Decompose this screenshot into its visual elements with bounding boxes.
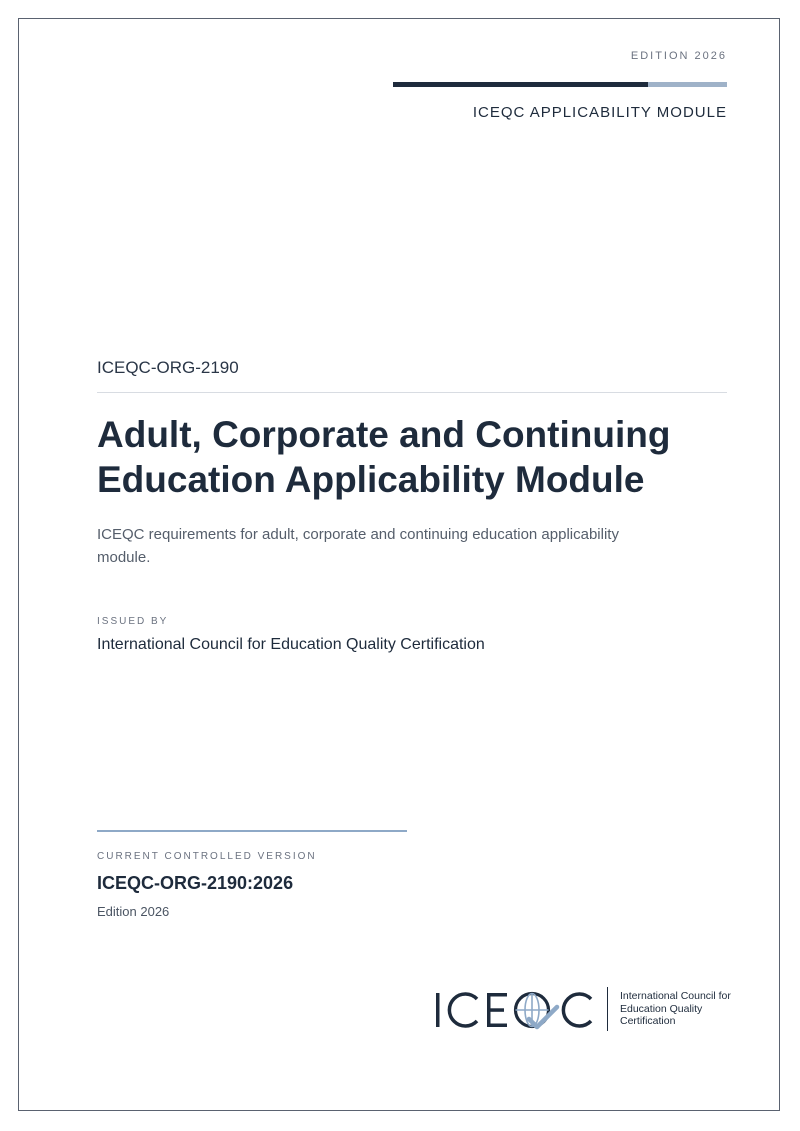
- version-edition: Edition 2026: [97, 904, 170, 919]
- module-label: ICEQC APPLICABILITY MODULE: [472, 104, 727, 121]
- document-id: ICEQC-ORG-2190: [97, 358, 239, 377]
- header-accent-bar: [393, 82, 727, 87]
- divider: [97, 392, 727, 393]
- version-code: ICEQC-ORG-2190:2026: [97, 873, 294, 893]
- iceqc-logo: [433, 985, 735, 1033]
- edition-header: EDITION 2026: [630, 50, 727, 62]
- version-label: CURRENT CONTROLLED VERSION: [97, 851, 317, 862]
- logo-separator: [607, 987, 608, 1031]
- version-divider: [97, 830, 407, 832]
- accent-bar-dark: [393, 82, 648, 87]
- accent-bar-light: [648, 82, 727, 87]
- issuer-name: International Council for Education Quality Certification: [97, 636, 485, 653]
- logo-caption: International Council for Education Quality Certification: [620, 990, 731, 1028]
- issued-by-label: ISSUED BY: [97, 616, 169, 627]
- document-subtitle: ICEQC requirements for adult, corporate and continuing education applicability module.: [97, 526, 619, 566]
- document-title: Adult, Corporate and Continuing Education Applicability Module: [97, 414, 671, 500]
- iceqc-logo-mark: [433, 985, 595, 1033]
